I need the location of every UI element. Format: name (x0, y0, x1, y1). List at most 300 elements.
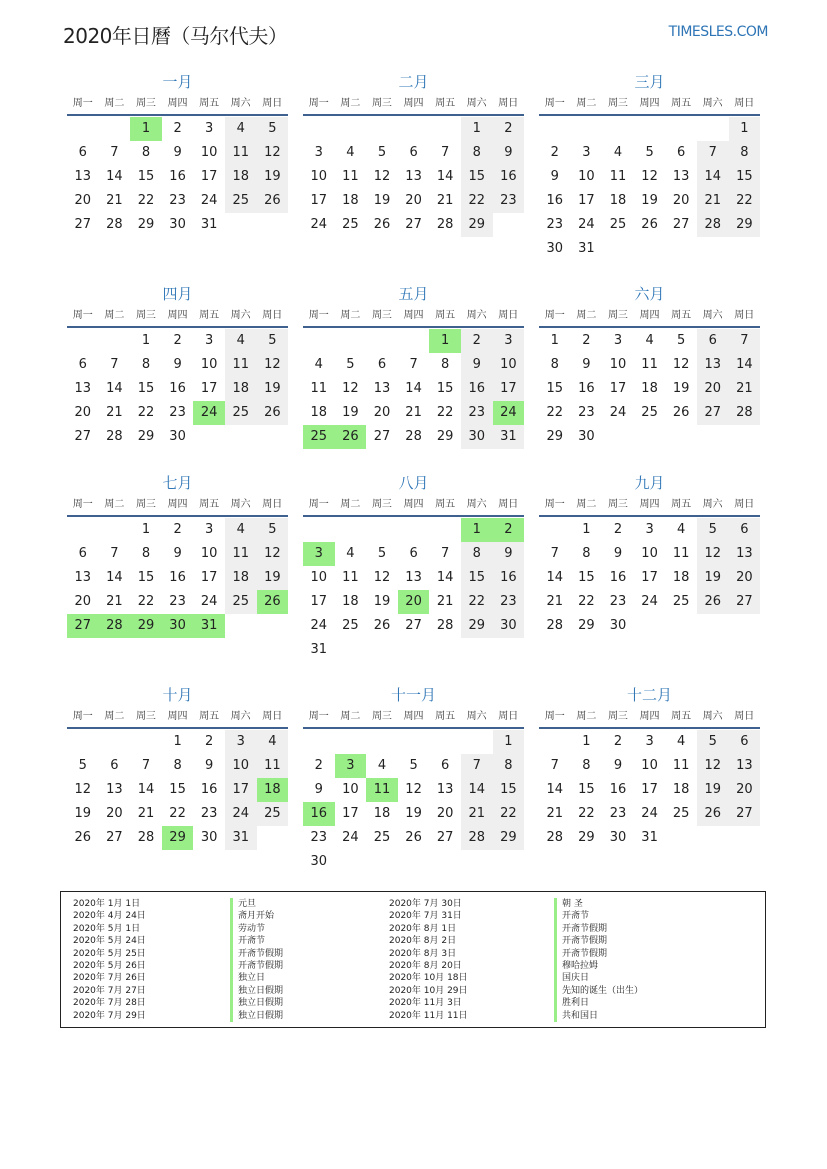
empty-cell (398, 518, 430, 542)
holiday-day-cell: 1 (130, 117, 162, 141)
day-cell: 26 (641, 217, 658, 232)
day-cell: 17 (310, 594, 328, 609)
holiday-dates-col-1 (73, 898, 146, 1022)
weekday-label: 周日 (498, 499, 519, 510)
holiday-name: 开斋节假期 (554, 948, 643, 960)
weekday-label: 周一 (308, 310, 329, 321)
day-cell: 22 (578, 594, 595, 609)
day-cell: 10 (200, 145, 218, 160)
weekday-label: 周日 (498, 711, 519, 722)
empty-cell (99, 117, 131, 141)
weekday-label: 周五 (435, 711, 456, 722)
weekday-label: 周六 (702, 310, 723, 321)
day-cell: 8 (582, 758, 591, 773)
empty-cell (67, 117, 99, 141)
day-cell: 14 (461, 778, 493, 802)
weekday-label: 周二 (576, 310, 597, 321)
weekday-label: 周二 (104, 98, 125, 109)
month-calendar (303, 71, 524, 237)
day-cell: 2 (613, 522, 623, 537)
weekday-label: 周五 (671, 711, 692, 722)
day-cell: 17 (641, 782, 658, 797)
weekday-label: 周四 (167, 499, 188, 510)
month-calendar (67, 283, 288, 449)
day-cell: 20 (74, 594, 92, 609)
day-cell: 9 (314, 782, 323, 797)
month-calendar (539, 684, 760, 850)
day-cell: 22 (546, 405, 564, 420)
day-cell: 15 (729, 165, 761, 189)
day-cell: 6 (377, 357, 387, 372)
weekday-label: 周一 (544, 98, 565, 109)
day-cell: 12 (405, 782, 422, 797)
weekday-label: 周一 (72, 98, 93, 109)
month-calendar (303, 283, 524, 449)
month-calendar (303, 684, 524, 874)
day-cell: 2 (173, 333, 182, 348)
holiday-dates-col-2 (389, 898, 468, 1022)
holiday-day-cell: 3 (335, 754, 367, 778)
holiday-day-cell: 18 (257, 778, 289, 802)
day-cell: 19 (257, 165, 289, 189)
holiday-name: 开斋节假期 (554, 923, 643, 935)
day-cell: 25 (225, 590, 257, 614)
day-cell: 16 (461, 377, 493, 401)
weekday-label: 周日 (262, 499, 283, 510)
day-cell: 5 (677, 333, 686, 348)
day-cell: 5 (257, 329, 289, 353)
weekday-label: 周一 (308, 98, 329, 109)
day-cell: 1 (141, 522, 151, 537)
holiday-names-col-2 (554, 898, 643, 1022)
weekday-label: 周二 (340, 98, 361, 109)
empty-cell (335, 117, 367, 141)
holiday-date: 2020年 10月 29日 (389, 985, 468, 996)
day-cell: 19 (405, 806, 422, 821)
holiday-name: 开斋节假期 (230, 960, 283, 972)
day-cell: 15 (137, 381, 155, 396)
day-cell: 13 (373, 381, 391, 396)
holiday-day-cell: 24 (493, 401, 525, 425)
weekday-label: 周五 (435, 310, 456, 321)
day-cell: 21 (729, 377, 761, 401)
day-cell: 6 (78, 546, 87, 561)
day-cell: 25 (672, 806, 690, 821)
day-cell: 24 (641, 594, 658, 609)
day-cell: 24 (310, 618, 328, 633)
day-cell: 23 (169, 594, 186, 609)
day-cell: 23 (546, 217, 564, 232)
day-cell: 9 (173, 546, 182, 561)
day-cell: 31 (641, 830, 658, 845)
day-cell: 11 (641, 357, 658, 372)
weekday-label: 周日 (498, 310, 519, 321)
day-cell: 5 (377, 145, 387, 160)
day-cell: 4 (314, 357, 323, 372)
day-cell: 9 (205, 758, 214, 773)
day-cell: 15 (137, 570, 155, 585)
day-cell: 2 (314, 758, 323, 773)
day-cell: 21 (546, 594, 564, 609)
day-cell: 24 (200, 193, 218, 208)
day-cell: 10 (225, 754, 257, 778)
holiday-name: 开斋节假期 (554, 935, 643, 947)
day-cell: 1 (582, 522, 591, 537)
holiday-day-cell: 27 (67, 614, 99, 638)
day-cell: 31 (493, 425, 525, 449)
day-cell: 4 (677, 522, 686, 537)
day-grid (303, 518, 524, 662)
holiday-day-cell: 26 (335, 425, 367, 449)
empty-cell (99, 329, 131, 353)
day-cell: 3 (225, 730, 257, 754)
holiday-name: 国庆日 (554, 972, 643, 984)
day-cell: 1 (729, 117, 761, 141)
day-grid (303, 730, 524, 874)
day-cell: 27 (729, 802, 761, 826)
empty-cell (67, 329, 99, 353)
holiday-date: 2020年 10月 18日 (389, 973, 468, 984)
empty-cell (665, 117, 697, 141)
day-cell: 18 (609, 193, 627, 208)
weekday-label: 周日 (734, 310, 755, 321)
day-cell: 15 (137, 169, 155, 184)
day-grid (67, 329, 288, 449)
day-cell: 9 (582, 357, 591, 372)
day-cell: 31 (578, 241, 595, 256)
weekday-label: 周日 (262, 98, 283, 109)
day-cell: 11 (225, 542, 257, 566)
day-cell: 13 (405, 169, 422, 184)
month-title: 五月 (398, 285, 429, 303)
day-cell: 15 (436, 381, 454, 396)
day-cell: 25 (342, 217, 359, 232)
day-cell: 16 (200, 782, 218, 797)
weekday-header (67, 706, 288, 729)
day-cell: 7 (550, 758, 559, 773)
empty-cell (571, 117, 603, 141)
day-cell: 10 (493, 353, 525, 377)
day-cell: 23 (461, 401, 493, 425)
day-cell: 3 (205, 121, 214, 136)
day-cell: 21 (546, 806, 564, 821)
day-cell: 7 (110, 145, 119, 160)
day-cell: 17 (609, 381, 627, 396)
day-cell: 30 (200, 830, 218, 845)
weekday-label: 周四 (639, 98, 660, 109)
day-cell: 5 (257, 518, 289, 542)
day-cell: 22 (461, 590, 493, 614)
weekday-label: 周日 (498, 98, 519, 109)
day-cell: 22 (169, 806, 186, 821)
day-cell: 8 (550, 357, 559, 372)
day-cell: 16 (169, 169, 186, 184)
day-cell: 5 (697, 518, 729, 542)
site-link[interactable]: TIMESLES.COM (668, 24, 768, 40)
day-cell: 29 (461, 614, 493, 638)
day-cell: 1 (141, 333, 151, 348)
day-cell: 22 (137, 594, 155, 609)
day-cell: 3 (613, 333, 623, 348)
weekday-label: 周四 (639, 310, 660, 321)
weekday-label: 周二 (340, 310, 361, 321)
month-title: 十月 (162, 686, 193, 704)
day-cell: 14 (137, 782, 155, 797)
holiday-list (60, 891, 766, 1028)
weekday-label: 周四 (403, 310, 424, 321)
day-cell: 31 (225, 826, 257, 850)
day-cell: 8 (141, 546, 151, 561)
day-cell: 10 (609, 357, 627, 372)
day-cell: 23 (609, 594, 627, 609)
holiday-name: 开斋节假期 (230, 948, 283, 960)
day-cell: 18 (310, 405, 328, 420)
day-cell: 4 (346, 145, 355, 160)
day-cell: 3 (645, 522, 654, 537)
day-cell: 9 (173, 357, 182, 372)
weekday-header (67, 93, 288, 116)
weekday-label: 周三 (371, 310, 392, 321)
holiday-name: 独立日 (230, 972, 283, 984)
day-cell: 19 (672, 381, 690, 396)
day-cell: 24 (578, 217, 595, 232)
day-cell: 30 (493, 614, 525, 638)
day-cell: 23 (169, 405, 186, 420)
weekday-label: 周四 (639, 499, 660, 510)
day-cell: 28 (697, 213, 729, 237)
weekday-label: 周五 (199, 310, 220, 321)
day-cell: 16 (493, 165, 525, 189)
holiday-date: 2020年 5月 25日 (73, 948, 146, 959)
day-cell: 1 (461, 117, 493, 141)
empty-cell (461, 730, 493, 754)
holiday-date: 2020年 7月 28日 (73, 998, 146, 1009)
day-cell: 14 (106, 570, 123, 585)
day-cell: 8 (729, 141, 761, 165)
day-cell: 13 (672, 169, 690, 184)
day-cell: 20 (697, 377, 729, 401)
weekday-label: 周六 (466, 499, 487, 510)
day-cell: 10 (578, 169, 595, 184)
day-grid (303, 329, 524, 449)
weekday-header (539, 706, 760, 729)
weekday-label: 周四 (403, 499, 424, 510)
day-cell: 6 (110, 758, 119, 773)
weekday-label: 周六 (466, 711, 487, 722)
day-cell: 29 (137, 429, 155, 444)
holiday-day-cell: 24 (193, 401, 225, 425)
month-calendar (539, 283, 760, 449)
holiday-day-cell: 29 (130, 614, 162, 638)
day-cell: 14 (546, 782, 564, 797)
day-cell: 2 (205, 734, 214, 749)
day-cell: 13 (74, 570, 92, 585)
day-cell: 17 (342, 806, 359, 821)
day-cell: 11 (225, 353, 257, 377)
day-cell: 25 (225, 401, 257, 425)
day-cell: 17 (225, 778, 257, 802)
day-cell: 30 (310, 854, 328, 869)
month-calendar (67, 71, 288, 237)
day-cell: 30 (609, 618, 627, 633)
weekday-label: 周三 (135, 499, 156, 510)
month-calendar (67, 472, 288, 638)
empty-cell (398, 117, 430, 141)
day-cell: 24 (310, 217, 328, 232)
empty-cell (539, 518, 571, 542)
day-cell: 26 (373, 618, 391, 633)
day-cell: 17 (493, 377, 525, 401)
weekday-label: 周六 (702, 98, 723, 109)
holiday-day-cell: 31 (193, 614, 225, 638)
weekday-header (303, 494, 524, 517)
day-cell: 3 (645, 734, 654, 749)
day-cell: 26 (257, 189, 289, 213)
calendar-title: 2020年日曆（马尔代夫） (63, 24, 288, 48)
day-cell: 9 (550, 169, 559, 184)
day-cell: 10 (310, 570, 328, 585)
day-cell: 17 (310, 193, 328, 208)
day-cell: 19 (373, 594, 391, 609)
weekday-label: 周一 (72, 310, 93, 321)
empty-cell (303, 518, 335, 542)
day-cell: 25 (373, 830, 391, 845)
month-calendar (303, 472, 524, 662)
weekday-label: 周六 (466, 310, 487, 321)
weekday-label: 周一 (544, 499, 565, 510)
day-cell: 7 (409, 357, 418, 372)
day-cell: 3 (493, 329, 525, 353)
day-cell: 8 (141, 145, 151, 160)
weekday-label: 周日 (262, 310, 283, 321)
holiday-date: 2020年 1月 1日 (73, 899, 141, 909)
empty-cell (539, 117, 571, 141)
weekday-label: 周二 (576, 98, 597, 109)
day-cell: 8 (141, 357, 151, 372)
weekday-header (539, 494, 760, 517)
day-cell: 6 (78, 145, 87, 160)
empty-cell (303, 117, 335, 141)
day-cell: 26 (74, 830, 92, 845)
day-cell: 13 (74, 169, 92, 184)
day-cell: 12 (697, 754, 729, 778)
day-cell: 26 (697, 590, 729, 614)
day-cell: 23 (493, 189, 525, 213)
month-title: 二月 (398, 73, 429, 91)
day-cell: 9 (493, 542, 525, 566)
day-cell: 6 (677, 145, 686, 160)
day-cell: 26 (257, 401, 289, 425)
day-cell: 4 (677, 734, 686, 749)
day-cell: 30 (546, 241, 564, 256)
day-cell: 9 (173, 145, 182, 160)
day-cell: 19 (257, 377, 289, 401)
day-cell: 4 (257, 730, 289, 754)
empty-cell (67, 730, 99, 754)
weekday-label: 周六 (230, 98, 251, 109)
weekday-label: 周四 (167, 98, 188, 109)
day-cell: 5 (78, 758, 87, 773)
weekday-label: 周四 (639, 711, 660, 722)
day-cell: 23 (578, 405, 595, 420)
day-cell: 18 (225, 377, 257, 401)
day-cell: 29 (729, 213, 761, 237)
day-cell: 1 (493, 730, 525, 754)
empty-cell (335, 518, 367, 542)
weekday-label: 周三 (607, 711, 628, 722)
weekday-label: 周六 (702, 711, 723, 722)
day-cell: 29 (137, 217, 155, 232)
day-cell: 11 (342, 570, 359, 585)
day-cell: 27 (74, 217, 92, 232)
day-cell: 10 (200, 357, 218, 372)
weekday-label: 周五 (199, 98, 220, 109)
holiday-day-cell: 1 (429, 329, 461, 353)
day-cell: 29 (493, 826, 525, 850)
day-cell: 13 (729, 542, 761, 566)
holiday-date: 2020年 8月 3日 (389, 948, 457, 959)
day-cell: 11 (257, 754, 289, 778)
empty-cell (335, 329, 367, 353)
day-cell: 30 (169, 217, 186, 232)
empty-cell (366, 117, 398, 141)
day-cell: 17 (641, 570, 658, 585)
day-cell: 25 (342, 618, 359, 633)
day-cell: 29 (436, 429, 454, 444)
day-cell: 28 (405, 429, 422, 444)
day-cell: 7 (441, 145, 450, 160)
day-cell: 16 (609, 570, 627, 585)
day-cell: 11 (672, 758, 690, 773)
holiday-date: 2020年 8月 1日 (389, 923, 457, 934)
day-cell: 18 (342, 594, 359, 609)
day-cell: 8 (173, 758, 182, 773)
day-cell: 11 (310, 381, 328, 396)
holiday-day-cell: 2 (493, 518, 525, 542)
day-cell: 7 (729, 329, 761, 353)
day-cell: 22 (137, 405, 155, 420)
day-cell: 17 (578, 193, 595, 208)
day-cell: 27 (106, 830, 123, 845)
empty-cell (429, 730, 461, 754)
day-cell: 4 (225, 117, 257, 141)
holiday-name: 开斋节 (554, 910, 643, 922)
weekday-label: 周五 (671, 499, 692, 510)
day-cell: 20 (106, 806, 123, 821)
holiday-name: 斋月开始 (230, 910, 283, 922)
weekday-label: 周一 (308, 499, 329, 510)
day-cell: 10 (200, 546, 218, 561)
day-cell: 21 (106, 193, 123, 208)
day-cell: 13 (729, 754, 761, 778)
day-cell: 13 (74, 381, 92, 396)
empty-cell (99, 730, 131, 754)
weekday-label: 周四 (167, 310, 188, 321)
weekday-label: 周一 (308, 711, 329, 722)
day-cell: 8 (461, 141, 493, 165)
day-cell: 16 (609, 782, 627, 797)
day-cell: 18 (672, 782, 690, 797)
empty-cell (130, 730, 162, 754)
holiday-day-cell: 16 (303, 802, 335, 826)
weekday-label: 周一 (72, 499, 93, 510)
day-cell: 1 (582, 734, 591, 749)
day-cell: 24 (225, 802, 257, 826)
holiday-day-cell: 1 (461, 518, 493, 542)
day-cell: 28 (546, 830, 564, 845)
holiday-name: 独立日假期 (230, 985, 283, 997)
day-cell: 3 (582, 145, 591, 160)
